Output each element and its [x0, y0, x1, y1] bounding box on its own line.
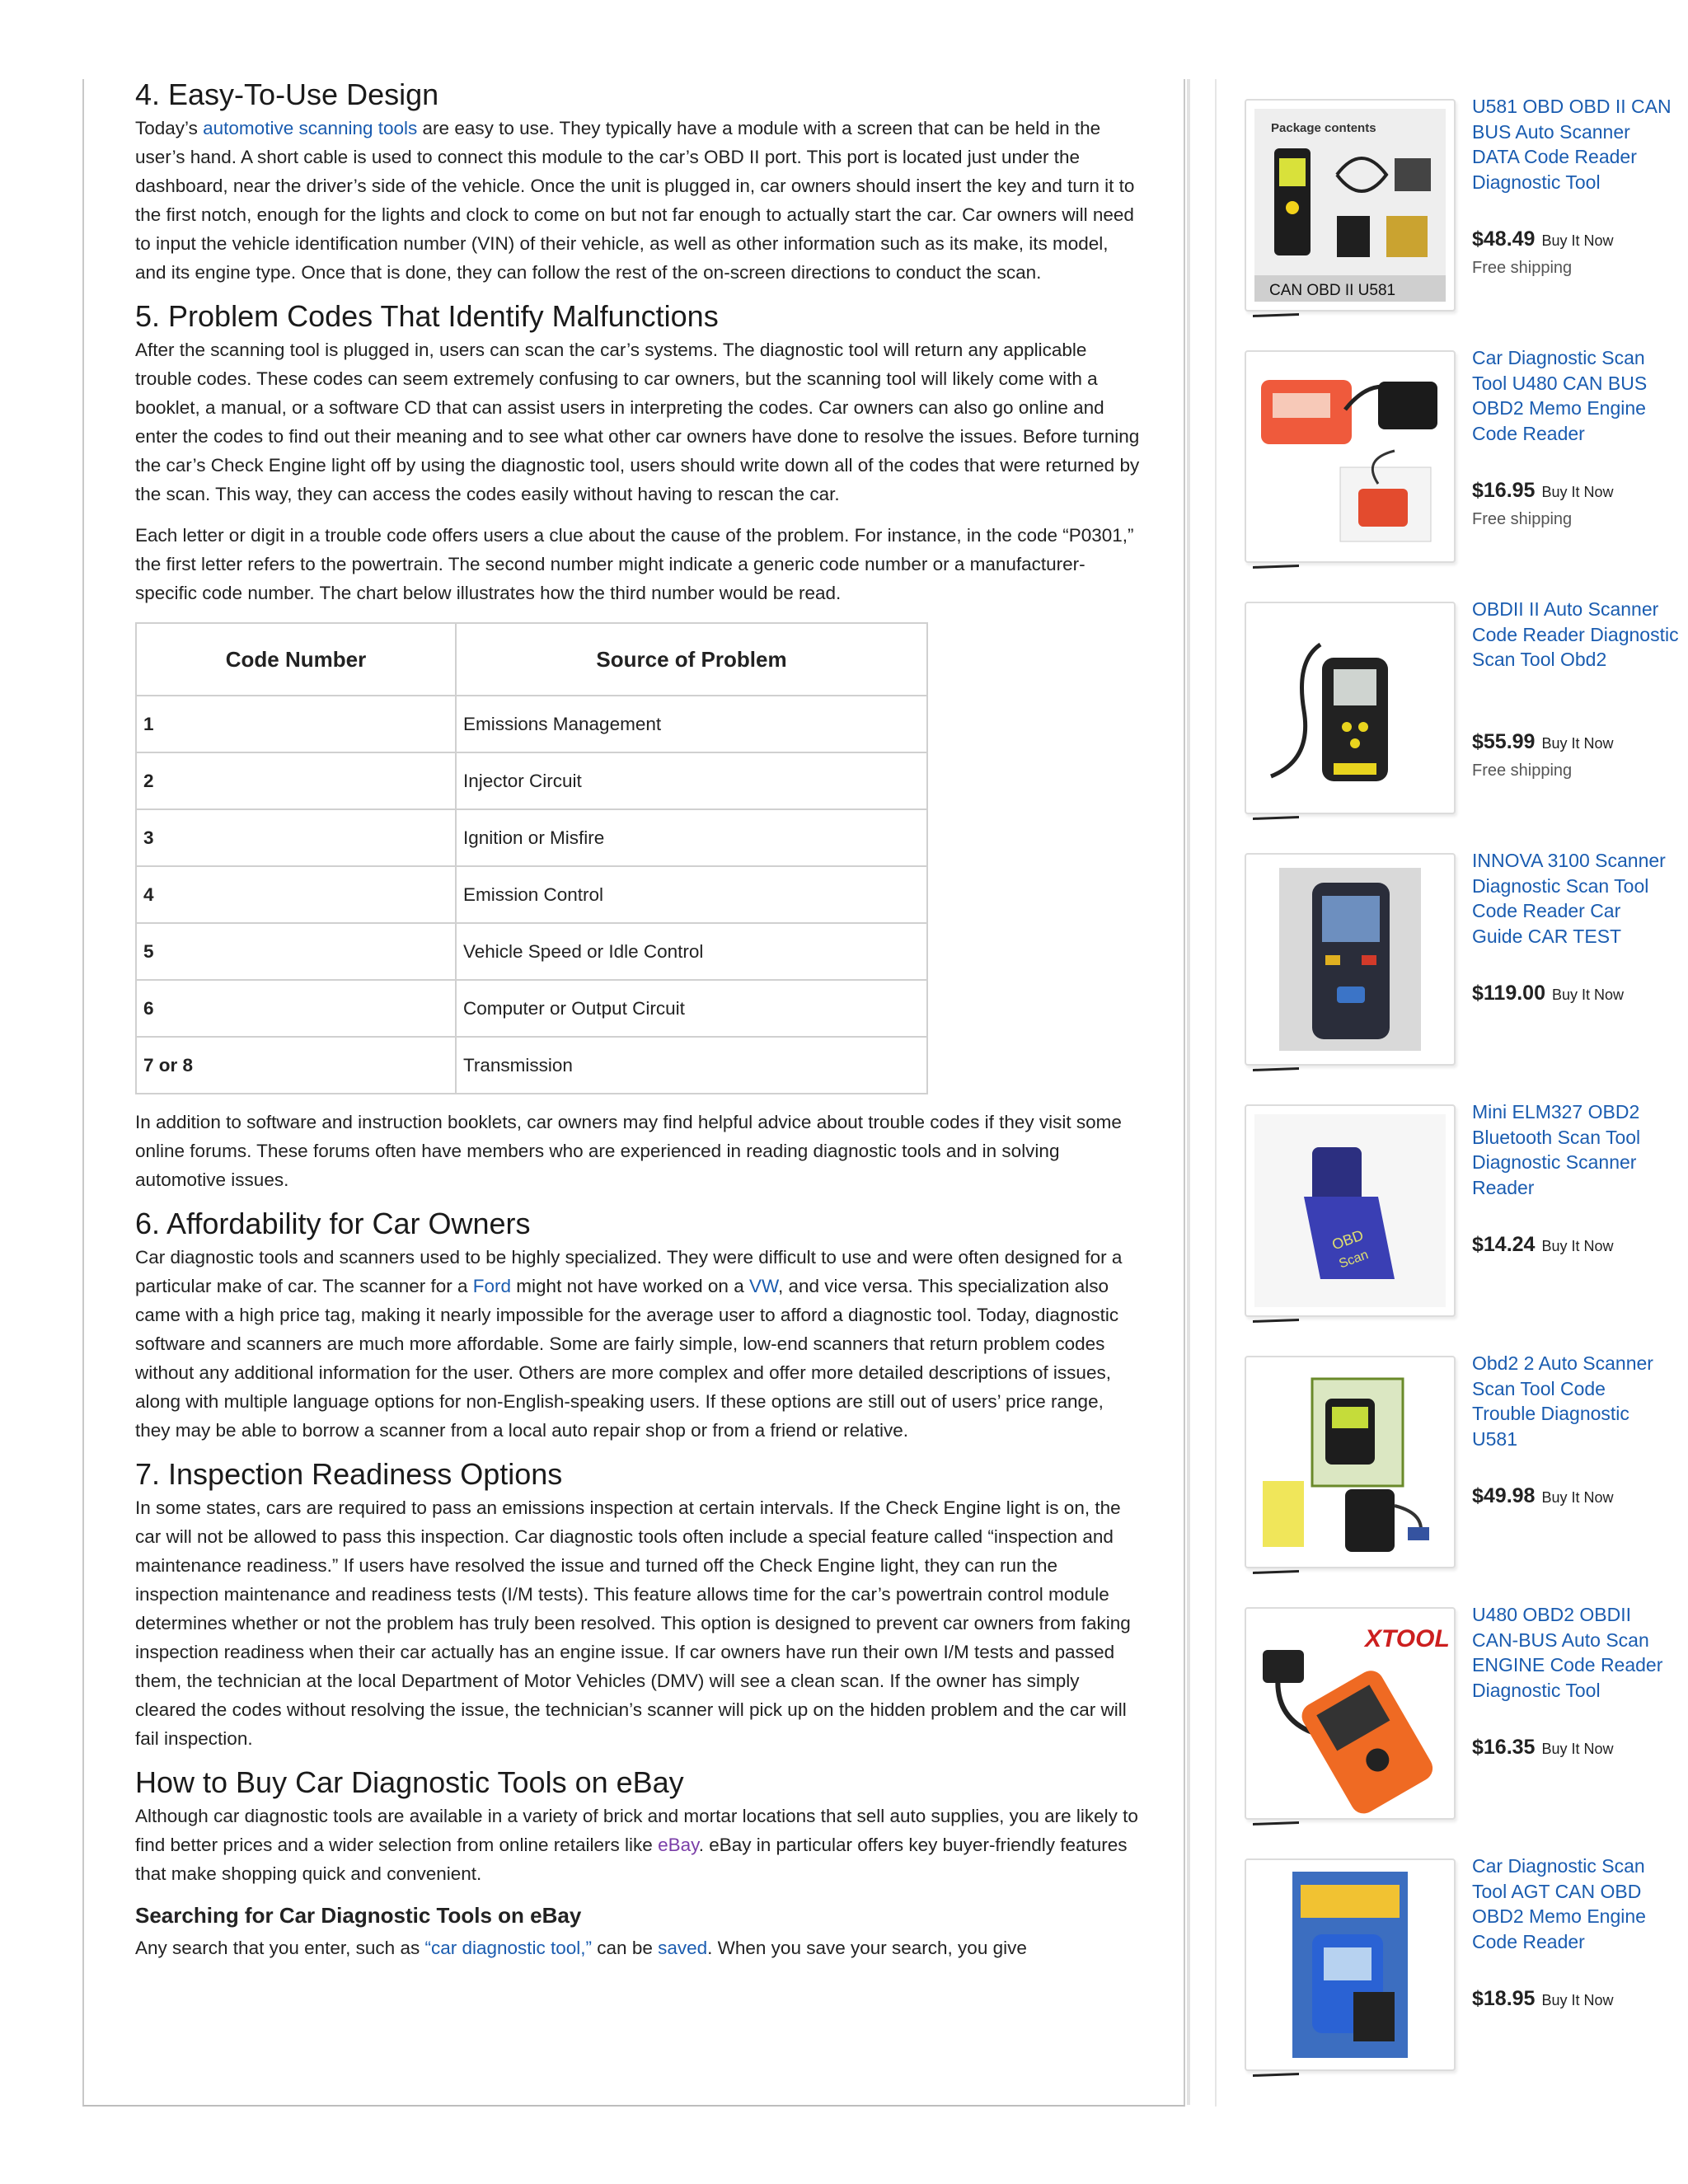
title-line: Tool AGT CAN OBD	[1472, 1880, 1642, 1902]
product-price	[1472, 730, 1624, 754]
product-card[interactable]	[1245, 1352, 1653, 1570]
product-card[interactable]	[1245, 96, 1672, 313]
buy-it-now-label[interactable]: Buy It Now	[1541, 1992, 1614, 2008]
link-car-diagnostic-tool[interactable]: “car diagnostic tool,”	[424, 1938, 593, 1958]
title-line: OBDII II Auto Scanner	[1472, 598, 1659, 620]
link-ebay[interactable]: eBay	[658, 1835, 699, 1855]
paragraph: In addition to software and instruction booklets, car owners may find helpful advice about trouble codes if they visit some online forums. These forums often have members who are experienced in reading diagnostic tools and in solving automotive issues.	[135, 1112, 1122, 1190]
source-of-problem-cell: Ignition or Misfire	[456, 809, 927, 866]
price-value: $18.95	[1472, 1987, 1536, 2010]
red-scanner-icon	[1254, 360, 1446, 553]
buy-it-now-label[interactable]: Buy It Now	[1541, 1741, 1614, 1757]
image-header-text: Package contents	[1271, 121, 1376, 135]
table-row	[136, 980, 927, 1037]
elm327-adapter-icon	[1254, 1114, 1446, 1307]
scanner-kit-icon	[1254, 109, 1446, 302]
source-of-problem-cell: Injector Circuit	[456, 752, 927, 809]
title-line: CAN-BUS Auto Scan	[1472, 1629, 1649, 1651]
product-card[interactable]	[1245, 850, 1666, 1067]
title-line: Tool U480 CAN BUS	[1472, 372, 1648, 394]
buy-it-now-label[interactable]: Buy It Now	[1541, 232, 1614, 249]
column-header: Code Number	[136, 623, 456, 696]
product-card[interactable]	[1245, 1855, 1646, 2073]
text: can be	[592, 1938, 659, 1958]
product-image[interactable]	[1245, 1858, 1456, 2071]
title-line: DATA Code Reader	[1472, 146, 1637, 167]
product-title-link[interactable]	[1472, 1854, 1646, 1961]
title-line: INNOVA 3100 Scanner	[1472, 850, 1666, 871]
text: , and vice versa. This specialization also came with a high price tag, making it nearly impossible for the average user to afford a diagnostic tool. Today, diagnostic software and scanners are much more affordable. Some are fairly simple, low-end scanners that return problem codes without any additional information for the user. Others are more complex and offer more detailed descriptions of issues, along with multiple language options for non-English-speaking users. If these options are still out of users’ price range, they may be able to borrow a scanner from a local auto repair shop or from a friend or relative.	[135, 1276, 1119, 1441]
buy-it-now-label[interactable]: Buy It Now	[1541, 1489, 1614, 1506]
link-vw[interactable]: VW	[748, 1276, 778, 1296]
paragraph: In some states, cars are required to pass an emissions inspection at certain intervals. If the Check Engine light is on, the car will not be allowed to pass this inspection. Car diagnostic tools often include a special feature called “inspection and maintenance readiness.” If users have resolved the issue and turned off the Check Engine light, they can run the inspection maintenance and readiness tests (I/M tests). This feature allows time for the car’s powertrain control module determines whether or not the problem has truly been resolved. This option is designed to prevent car owners from faking inspection readiness when their car actually has an engine issue. If car owners have run their own I/M tests and passed them, the technician at the local Department of Motor Vehicles (DMV) will see a clean scan. If the owner has simply cleared the codes without resolving the issue, the technician’s scanner will pick up on the hidden problem and the car will fail inspection.	[135, 1497, 1131, 1749]
table-row	[136, 866, 927, 923]
product-title-link[interactable]	[1472, 345, 1648, 452]
link-ford[interactable]: Ford	[472, 1276, 512, 1296]
text: Today’s	[135, 118, 204, 138]
product-image[interactable]	[1245, 350, 1456, 563]
section-heading-easy-to-use: 4. Easy-To-Use Design	[135, 77, 439, 111]
product-image[interactable]	[1245, 1607, 1456, 1820]
product-card[interactable]	[1245, 598, 1679, 816]
product-image[interactable]	[1245, 602, 1456, 814]
price-value: $14.24	[1472, 1233, 1536, 1256]
title-line: BUS Auto Scanner	[1472, 120, 1630, 143]
title-line: U581 OBD OBD II CAN	[1472, 96, 1672, 117]
product-price	[1472, 479, 1624, 503]
code-table	[135, 622, 928, 1094]
shipping-info: Free shipping	[1472, 762, 1573, 780]
title-line: Reader	[1472, 1176, 1535, 1198]
title-line: U480 OBD2 OBDII	[1472, 1604, 1632, 1625]
title-line: Obd2 2 Auto Scanner	[1472, 1352, 1653, 1374]
product-image[interactable]	[1245, 99, 1456, 312]
product-price	[1472, 1736, 1624, 1760]
price-value: $49.98	[1472, 1484, 1536, 1507]
title-line: Scan Tool Obd2	[1472, 649, 1607, 670]
product-price	[1472, 1233, 1624, 1257]
innova-scanner-icon	[1254, 863, 1446, 1056]
title-line: Trouble Diagnostic	[1472, 1403, 1629, 1424]
text: . eBay in particular offers key buyer-friendly features that make shopping quick and convenient.	[135, 1835, 1128, 1884]
product-title-link[interactable]	[1472, 848, 1666, 955]
paragraph	[135, 1933, 1142, 1962]
paragraph	[135, 1802, 1142, 1888]
price-value: $55.99	[1472, 730, 1536, 753]
title-line: Diagnostic Tool	[1472, 1679, 1601, 1701]
title-line: U581	[1472, 1427, 1517, 1450]
title-line: OBD2 Memo Engine	[1472, 397, 1646, 419]
paragraph	[135, 114, 1142, 287]
title-line: Code Reader Car	[1472, 900, 1621, 921]
buy-it-now-label[interactable]: Buy It Now	[1541, 1238, 1614, 1254]
text: Although car diagnostic tools are available in a variety of brick and mortar locations that sell auto supplies, you are likely to find better prices and a wider selection from online retailers like	[135, 1806, 1138, 1855]
title-line: Car Diagnostic Scan	[1472, 1855, 1645, 1877]
source-of-problem-cell: Vehicle Speed or Idle Control	[456, 923, 927, 980]
subheading-searching: Searching for Car Diagnostic Tools on eBay	[135, 1903, 582, 1928]
product-image[interactable]	[1245, 853, 1456, 1066]
product-title-link[interactable]	[1472, 1099, 1641, 1207]
title-line: Diagnostic Scan Tool	[1472, 874, 1649, 897]
price-value: $16.35	[1472, 1736, 1536, 1759]
text: . When you save your search, you give	[707, 1938, 1027, 1958]
column-header: Source of Problem	[456, 623, 927, 696]
buy-it-now-label[interactable]: Buy It Now	[1541, 735, 1614, 752]
section-heading-inspection-readiness: 7. Inspection Readiness Options	[135, 1457, 563, 1491]
title-line: Guide CAR TEST	[1472, 925, 1622, 947]
source-of-problem-cell: Emissions Management	[456, 696, 927, 752]
source-of-problem-cell: Computer or Output Circuit	[456, 980, 927, 1037]
sidebar-divider	[1215, 79, 1217, 2107]
buy-it-now-label[interactable]: Buy It Now	[1541, 484, 1614, 500]
buy-it-now-label[interactable]: Buy It Now	[1552, 987, 1625, 1003]
text: Any search that you enter, such as	[135, 1938, 425, 1958]
text: Car diagnostic tools and scanners used to be highly specialized. They were difficult to use and were often designed for a particular make of car. The scanner for a	[135, 1247, 1123, 1296]
product-image[interactable]	[1245, 1356, 1456, 1568]
paragraph	[135, 1243, 1142, 1445]
code-number-cell: 4	[136, 866, 456, 923]
price-value: $119.00	[1472, 982, 1545, 1005]
source-of-problem-cell: Transmission	[456, 1037, 927, 1094]
product-title-link[interactable]	[1472, 1351, 1653, 1458]
title-line: OBD2 Memo Engine	[1472, 1905, 1646, 1927]
title-line: ENGINE Code Reader	[1472, 1654, 1663, 1675]
product-card[interactable]	[1245, 1604, 1663, 1821]
price-value: $48.49	[1472, 227, 1536, 251]
text: might not have worked on a	[511, 1276, 749, 1296]
paragraph: After the scanning tool is plugged in, users can scan the car’s systems. The diagnostic tool will return any applicable trouble codes. These codes can seem extremely confusing to car owners, but the scanning tool will likely come with a booklet, a manual, or a software CD that can assist users in interpreting the codes. Car owners can also go online and enter the codes to find out their meaning and to see what other car owners have done to resolve the issues. Before turning the car’s Check Engine light off by using the diagnostic tool, users should write down all of the codes that were returned by the scan. This way, they can access the codes easily without having to rescan the car.	[135, 340, 1140, 504]
code-number-cell: 1	[136, 696, 456, 752]
shipping-info: Free shipping	[1472, 510, 1573, 528]
image-label-text: CAN OBD II U581	[1269, 282, 1396, 299]
section-heading-affordability: 6. Affordability for Car Owners	[135, 1207, 531, 1240]
handheld-scanner-icon	[1254, 612, 1446, 804]
code-number-cell: 2	[136, 752, 456, 809]
agt-scanner-icon	[1254, 1868, 1446, 2061]
title-line: Code Reader	[1472, 1930, 1585, 1952]
title-line: Diagnostic Tool	[1472, 171, 1601, 193]
title-line: Car Diagnostic Scan	[1472, 347, 1645, 368]
table-row	[136, 809, 927, 866]
product-price	[1472, 1987, 1624, 2011]
table-row	[136, 696, 927, 752]
link-automotive-scanning-tools[interactable]: automotive scanning tools	[203, 118, 418, 138]
product-image[interactable]	[1245, 1104, 1456, 1317]
svg-text:OBD: OBD	[1329, 1226, 1366, 1254]
title-line: Diagnostic Scanner	[1472, 1151, 1637, 1173]
price-value: $16.95	[1472, 479, 1536, 502]
product-title-link[interactable]	[1472, 597, 1679, 704]
product-title-link[interactable]	[1472, 1602, 1663, 1709]
code-number-cell: 5	[136, 923, 456, 980]
shipping-info: Free shipping	[1472, 259, 1573, 277]
product-price	[1472, 1484, 1624, 1508]
paragraph: Each letter or digit in a trouble code offers users a clue about the cause of the problem. For instance, in the code “P0301,” the first letter refers to the powertrain. The second number might indicate a generic code number or a manufacturer-specific code number. The chart below illustrates how the third number would be read.	[135, 525, 1134, 603]
table-header-row	[136, 623, 927, 696]
source-of-problem-cell: Emission Control	[456, 866, 927, 923]
product-card[interactable]	[1245, 347, 1648, 565]
table-row	[136, 752, 927, 809]
title-line: Code Reader	[1472, 422, 1585, 444]
article-body	[135, 77, 1142, 1975]
product-card[interactable]	[1245, 1101, 1641, 1319]
code-number-cell: 6	[136, 980, 456, 1037]
code-number-cell: 7 or 8	[136, 1037, 456, 1094]
title-line: Bluetooth Scan Tool	[1472, 1126, 1641, 1148]
table-row	[136, 1037, 927, 1094]
code-number-cell: 3	[136, 809, 456, 866]
boxed-scanner-icon	[1254, 1366, 1446, 1558]
product-price	[1472, 982, 1624, 1005]
product-price	[1472, 227, 1624, 251]
product-title-link[interactable]	[1472, 94, 1672, 201]
title-line: Code Reader Diagnostic	[1472, 623, 1679, 645]
section-heading-problem-codes: 5. Problem Codes That Identify Malfunctions	[135, 299, 719, 333]
title-line: Scan Tool Code	[1472, 1377, 1606, 1399]
svg-text:XTOOL: XTOOL	[1365, 1625, 1450, 1652]
svg-text:Scan: Scan	[1337, 1248, 1371, 1272]
section-heading-how-to-buy: How to Buy Car Diagnostic Tools on eBay	[135, 1765, 684, 1799]
xtool-scanner-icon	[1254, 1617, 1450, 1810]
table-row	[136, 923, 927, 980]
link-saved[interactable]: saved	[658, 1938, 708, 1958]
title-line: Mini ELM327 OBD2	[1472, 1101, 1640, 1122]
text: are easy to use. They typically have a module with a screen that can be held in the user’s hand. A short cable is used to connect this module to the car’s OBD II port. This port is located just under the dashboard, near the driver’s side of the vehicle. Once the unit is plugged in, car owners should insert the key and turn it to the first notch, enough for the lights and clock to come on but not far enough to actually start the car. Car owners will need to input the vehicle identification number (VIN) of their vehicle, as well as other information such as its make, its model, and its engine type. Once that is done, they can follow the rest of the on-screen directions to conduct the scan.	[135, 118, 1135, 283]
